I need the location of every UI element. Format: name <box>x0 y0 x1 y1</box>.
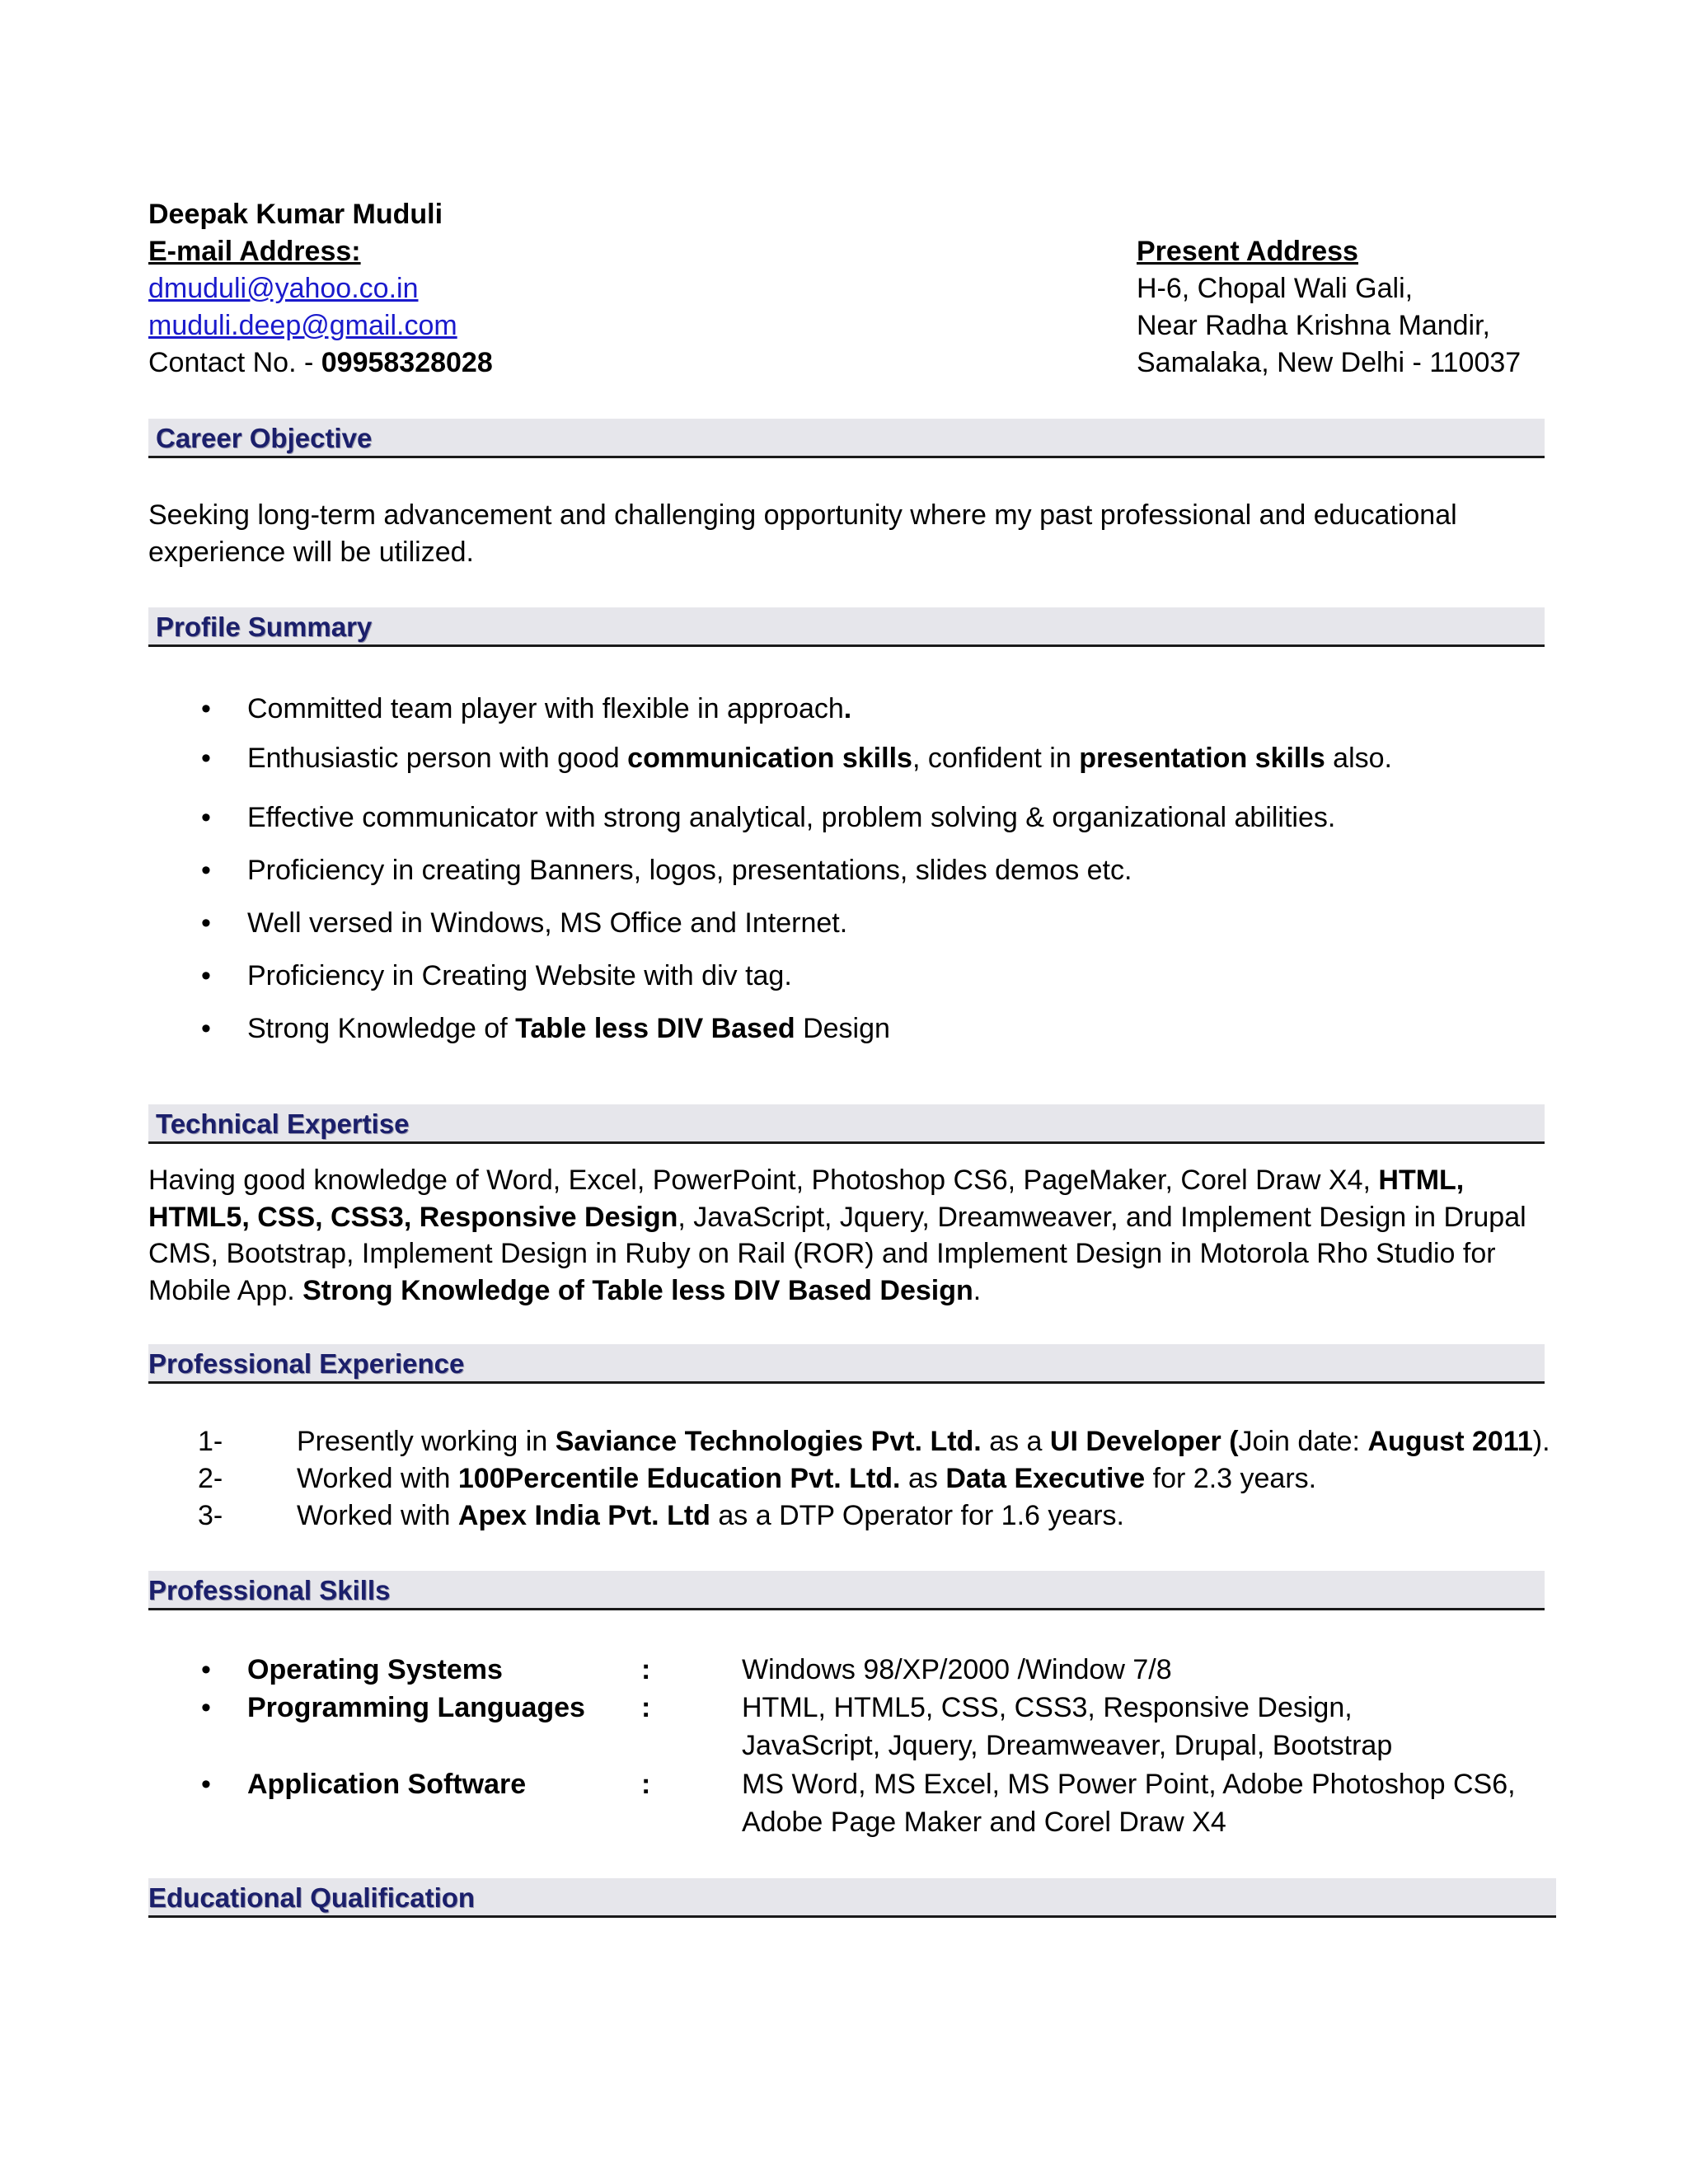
technical-expertise-text <box>148 1162 1550 1309</box>
bullet-icon: • <box>201 743 211 774</box>
text-run: 100Percentile Education Pvt. Ltd. <box>457 1463 901 1494</box>
text-run: Data Executive <box>945 1463 1146 1494</box>
text-run: also. <box>1325 743 1392 774</box>
text-run: Worked with <box>297 1500 458 1531</box>
section-title: Professional Experience <box>148 1348 465 1379</box>
skill-colon: : <box>641 1769 651 1800</box>
technical-expertise-heading <box>148 1104 1545 1144</box>
skill-label: Application Software <box>247 1769 527 1800</box>
experience-item <box>198 1423 1550 1460</box>
experience-item <box>198 1497 1124 1535</box>
text-run: Effective communicator with strong analytical, problem solving & organizational abilities. <box>247 802 1336 833</box>
skill-value-line: Adobe Page Maker and Corel Draw X4 <box>742 1806 1226 1838</box>
bullet-icon: • <box>201 855 211 886</box>
text-run: Proficiency in creating Banners, logos, presentations, slides demos etc. <box>247 855 1132 886</box>
text-run: for 2.3 years. <box>1145 1463 1317 1494</box>
profile-summary-item <box>198 852 1132 889</box>
bullet-icon: • <box>201 693 211 724</box>
bullet-icon: • <box>201 907 211 939</box>
candidate-name: Deepak Kumar Muduli <box>148 199 443 230</box>
bullet-icon: • <box>201 1769 211 1800</box>
section-title: Educational Qualification <box>148 1882 476 1913</box>
profile-summary-heading <box>148 607 1545 647</box>
experience-number: 2- <box>198 1463 223 1494</box>
skill-value-line: HTML, HTML5, CSS, CSS3, Responsive Design, <box>742 1692 1353 1723</box>
text-run: August 2011 <box>1367 1426 1533 1457</box>
text-run: presentation skills <box>1079 743 1325 774</box>
skill-label: Programming Languages <box>247 1692 585 1723</box>
professional-experience-heading <box>148 1344 1545 1384</box>
bullet-icon: • <box>201 802 211 833</box>
address-line-2: Near Radha Krishna Mandir, <box>1137 310 1491 341</box>
skill-colon: : <box>641 1692 651 1723</box>
email-link-2[interactable]: muduli.deep@gmail.com <box>148 310 457 341</box>
skill-value-line: MS Word, MS Excel, MS Power Point, Adobe Photoshop CS6, <box>742 1769 1516 1800</box>
contact-number: 09958328028 <box>321 347 493 378</box>
text-run: . <box>843 693 852 724</box>
text-run: Design <box>795 1013 890 1044</box>
skill-value <box>742 1766 1533 1841</box>
experience-item <box>198 1460 1316 1497</box>
text-run: HTML, HTML5, CSS, CSS3, Responsive Design <box>148 1165 1465 1233</box>
skill-colon: : <box>641 1654 651 1685</box>
bullet-icon: • <box>201 1013 211 1044</box>
text-run: UI Developer ( <box>1049 1426 1239 1457</box>
profile-summary-item <box>198 958 792 995</box>
text-run: . <box>973 1274 982 1306</box>
text-run: Strong Knowledge of Table less DIV Based Design <box>302 1274 973 1306</box>
text-run: Worked with <box>297 1463 458 1494</box>
skill-value <box>742 1652 1533 1690</box>
text-run: Table less DIV Based <box>515 1013 795 1044</box>
professional-skills-heading <box>148 1571 1545 1610</box>
section-title: Career Objective <box>156 423 373 453</box>
text-run: Well versed in Windows, MS Office and Internet. <box>247 907 848 939</box>
bullet-icon: • <box>201 1692 211 1723</box>
section-title: Professional Skills <box>148 1575 391 1605</box>
email-link-1[interactable]: dmuduli@yahoo.co.in <box>148 273 419 304</box>
text-run: Presently working in <box>297 1426 556 1457</box>
address-line-1: H-6, Chopal Wali Gali, <box>1137 273 1414 304</box>
profile-summary-item <box>198 799 1335 837</box>
text-run: communication skills <box>627 743 912 774</box>
career-objective-text: Seeking long-term advancement and challenging opportunity where my past professional and educational experience will be utilized. <box>148 499 1457 568</box>
text-run: , JavaScript, Jquery, Dreamweaver, and Implement Design in Drupal CMS, Bootstrap, Implement Design in Ruby on Rail (ROR) and Implement Design in Motorola Rho Studio for Mobile App. <box>148 1201 1526 1306</box>
section-title: Profile Summary <box>156 612 373 642</box>
profile-summary-item <box>198 740 1392 777</box>
text-run: Join date: <box>1238 1426 1368 1457</box>
bullet-icon: • <box>201 1654 211 1685</box>
contact-label: Contact No. - <box>148 347 321 378</box>
text-run: Committed team player with flexible in approach <box>247 693 844 724</box>
profile-summary-item <box>198 691 851 728</box>
career-objective-heading <box>148 419 1545 458</box>
profile-summary-item <box>198 1010 890 1047</box>
skill-value <box>742 1690 1533 1765</box>
experience-number: 1- <box>198 1426 223 1457</box>
address-label: Present Address <box>1137 236 1358 267</box>
text-run: Saviance Technologies Pvt. Ltd. <box>555 1426 982 1457</box>
text-run: Proficiency in Creating Website with div tag. <box>247 960 792 991</box>
educational-qualification-heading <box>148 1878 1556 1918</box>
contact-line <box>148 344 493 382</box>
skill-value-line: Windows 98/XP/2000 /Window 7/8 <box>742 1654 1172 1685</box>
text-run: Strong Knowledge of <box>247 1013 516 1044</box>
text-run: , confident in <box>912 743 1080 774</box>
text-run: as <box>900 1463 946 1494</box>
text-run: as a DTP Operator for 1.6 years. <box>710 1500 1124 1531</box>
profile-summary-item <box>198 905 847 942</box>
section-title: Technical Expertise <box>156 1108 410 1139</box>
text-run: ). <box>1532 1426 1550 1457</box>
text-run: Apex India Pvt. Ltd <box>457 1500 710 1531</box>
email-label: E-mail Address: <box>148 236 361 267</box>
skill-label: Operating Systems <box>247 1654 503 1685</box>
address-line-3: Samalaka, New Delhi - 110037 <box>1137 347 1522 378</box>
skill-value-line: JavaScript, Jquery, Dreamweaver, Drupal, Bootstrap <box>742 1729 1393 1761</box>
experience-number: 3- <box>198 1500 223 1531</box>
text-run: Having good knowledge of Word, Excel, PowerPoint, Photoshop CS6, PageMaker, Corel Draw X4, <box>148 1165 1379 1196</box>
text-run: Enthusiastic person with good <box>247 743 628 774</box>
text-run: as a <box>981 1426 1050 1457</box>
bullet-icon: • <box>201 960 211 991</box>
